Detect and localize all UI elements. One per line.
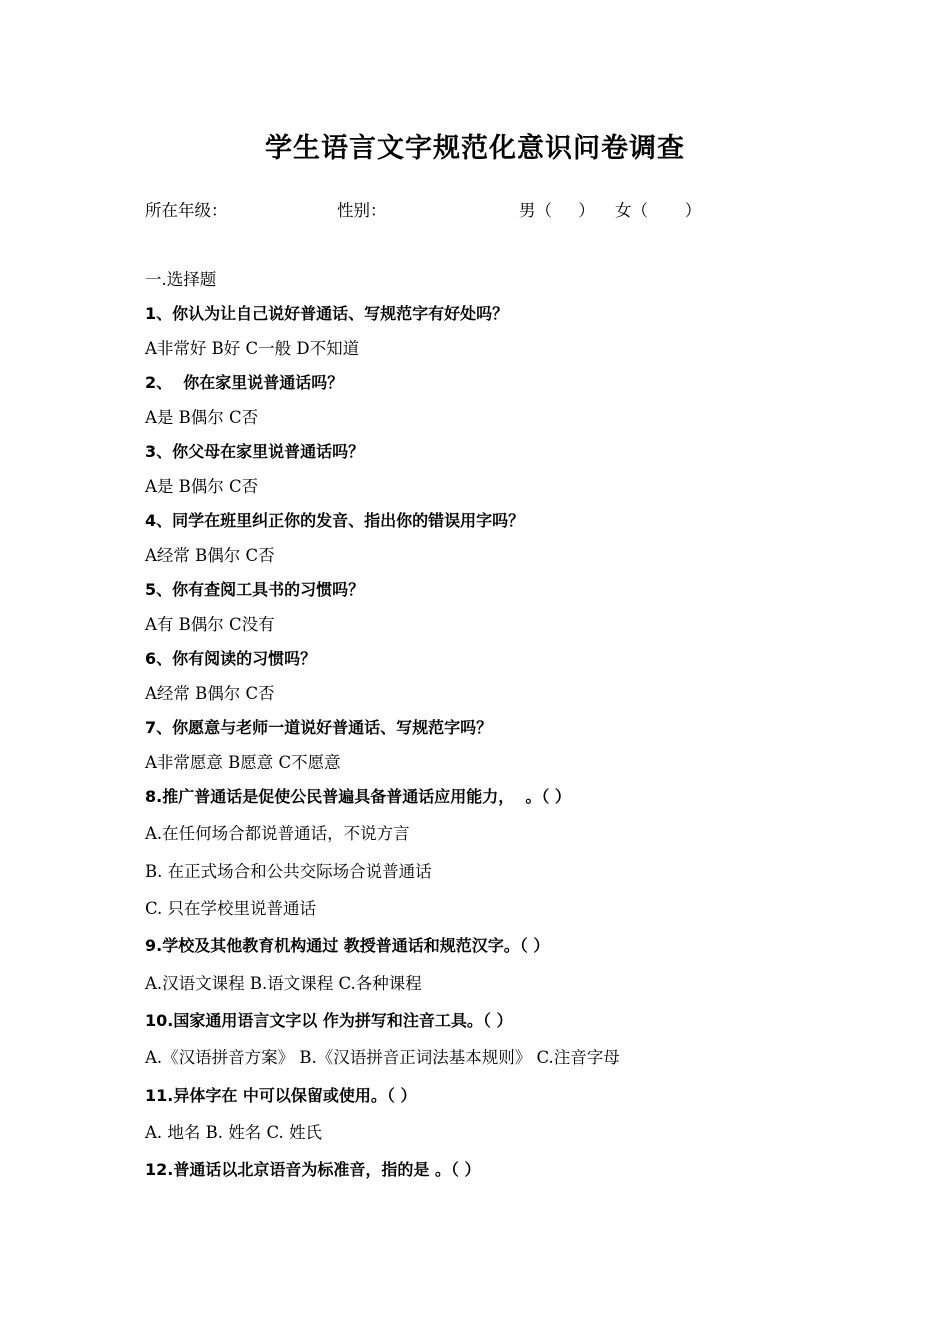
question-10: 10.国家通用语言文字以 作为拼写和注音工具。（ ） (145, 1011, 513, 1030)
question-11-options: A. 地名 B. 姓名 C. 姓氏 (145, 1123, 323, 1142)
question-6-options: A经常 B偶尔 C否 (145, 684, 275, 703)
question-3-options: A是 B偶尔 C否 (145, 477, 259, 496)
question-12: 12.普通话以北京语音为标准音，指的是 。（ ） (145, 1160, 481, 1179)
question-4-options: A经常 B偶尔 C否 (145, 546, 275, 565)
question-1-options: A非常好 B好 C一般 D不知道 (145, 339, 360, 358)
question-10-options: A.《汉语拼音方案》 B.《汉语拼音正词法基本规则》 C.注音字母 (145, 1048, 620, 1067)
question-5-options: A有 B偶尔 C没有 (145, 615, 275, 634)
question-7: 7、你愿意与老师一道说好普通话、写规范字吗？ (145, 718, 493, 737)
page-title: 学生语言文字规范化意识问卷调查 (265, 133, 685, 164)
section-title: 一.选择题 (145, 270, 217, 289)
question-3: 3、你父母在家里说普通话吗？ (145, 442, 365, 461)
question-9-options: A.汉语文课程 B.语文课程 C.各种课程 (145, 974, 422, 993)
male-option: 男（ ） (519, 201, 595, 220)
question-9: 9.学校及其他教育机构通过 教授普通话和规范汉字。（ ） (145, 936, 550, 955)
question-2: 2、 你在家里说普通话吗？ (145, 373, 344, 392)
question-8: 8.推广普通话是促使公民普遍具备普通话应用能力， 。（ ） (145, 787, 571, 806)
question-4: 4、同学在班里纠正你的发音、指出你的错误用字吗？ (145, 511, 525, 530)
female-option: 女（ ） (615, 201, 702, 220)
question-8-option-a: A.在任何场合都说普通话，不说方言 (145, 824, 410, 843)
grade-label: 所在年级： (145, 201, 228, 220)
question-5: 5、你有查阅工具书的习惯吗？ (145, 580, 365, 599)
question-7-options: A非常愿意 B愿意 C不愿意 (145, 753, 341, 772)
respondent-info-row (145, 198, 785, 224)
question-11: 11.异体字在 中可以保留或使用。（ ） (145, 1086, 417, 1105)
question-8-option-b: B. 在正式场合和公共交际场合说普通话 (145, 862, 432, 881)
question-8-option-c: C. 只在学校里说普通话 (145, 899, 317, 918)
question-1: 1、你认为让自己说好普通话、写规范字有好处吗？ (145, 304, 509, 323)
question-6: 6、你有阅读的习惯吗？ (145, 649, 317, 668)
gender-label: 性别： (337, 201, 387, 220)
question-2-options: A是 B偶尔 C否 (145, 408, 259, 427)
